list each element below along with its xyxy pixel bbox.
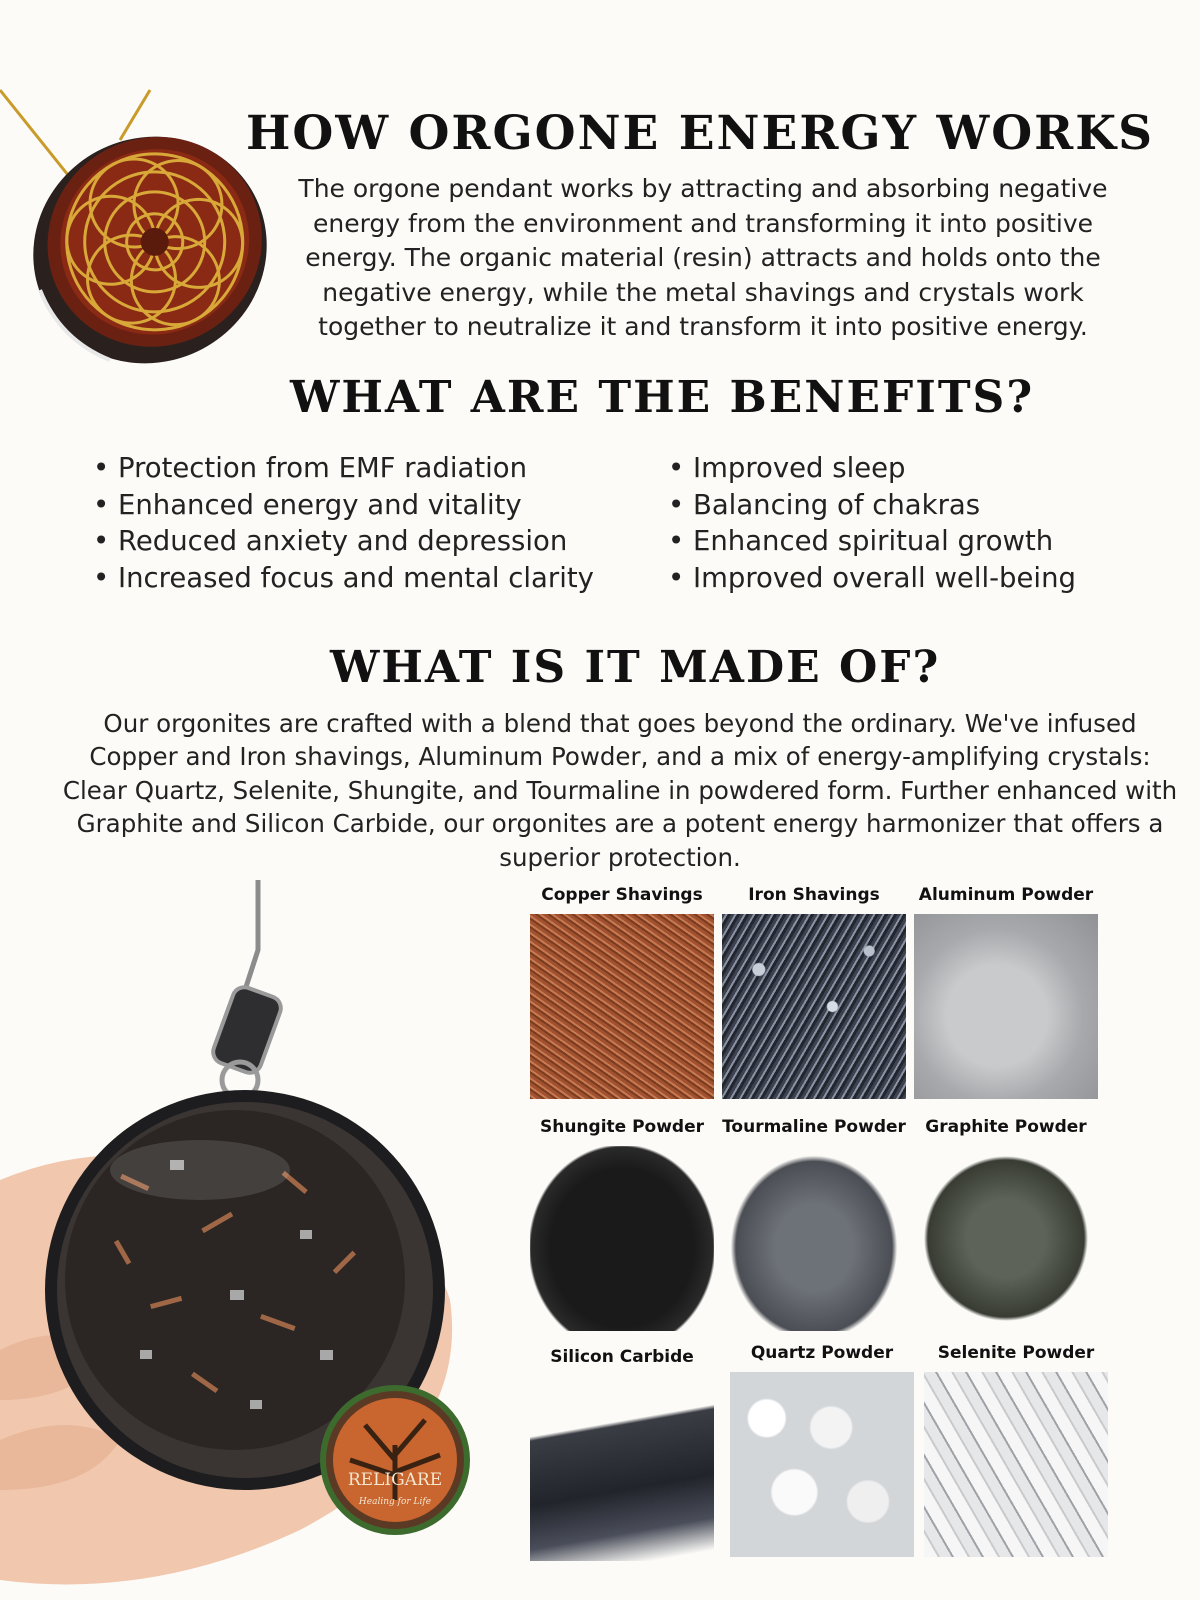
material-shungite-powder <box>530 1114 714 1331</box>
material-label: Shungite Powder <box>539 1117 705 1137</box>
list-item: • Improved overall well-being <box>668 560 1168 597</box>
material-graphite-powder <box>914 1114 1098 1331</box>
material-label: Selenite Powder <box>937 1343 1095 1363</box>
material-label: Graphite Powder <box>925 1117 1087 1137</box>
iron-shavings-image <box>722 914 906 1099</box>
material-label: Silicon Carbide <box>550 1347 694 1367</box>
title-made-of: WHAT IS IT MADE OF? <box>330 642 941 693</box>
benefits-list-left <box>93 450 633 596</box>
aluminum-powder-image <box>914 914 1098 1099</box>
list-item: • Improved sleep <box>668 450 1168 487</box>
graphite-powder-image <box>914 1146 1098 1331</box>
list-item: • Balancing of chakras <box>668 487 1168 524</box>
material-selenite-powder <box>924 1340 1108 1557</box>
logo-text: RELIGARE <box>347 1470 443 1490</box>
material-iron-shavings <box>722 882 906 1099</box>
title-benefits: WHAT ARE THE BENEFITS? <box>290 372 1035 423</box>
tourmaline-powder-image <box>722 1146 906 1331</box>
list-item: • Protection from EMF radiation <box>93 450 633 487</box>
material-label: Quartz Powder <box>750 1343 894 1363</box>
shungite-powder-image <box>530 1146 714 1331</box>
material-label: Copper Shavings <box>541 885 703 905</box>
made-of-text: Our orgonites are crafted with a blend that goes beyond the ordinary. We've infused Copper and Iron shavings, Aluminum Powder, and a mix of energy-amplifying crystals: Clear Quartz, Selenite, Shungite, and Tourmaline in powdered form. Further enhanced with Graphite and Silicon Carbide, our orgonites are a potent energy harmonizer that offers a superior protection. <box>62 709 1178 872</box>
list-item: • Reduced anxiety and depression <box>93 523 633 560</box>
copper-shavings-image <box>530 914 714 1099</box>
material-quartz-powder <box>730 1340 914 1557</box>
material-label: Aluminum Powder <box>918 885 1094 905</box>
bottom-pendant-image <box>0 880 500 1600</box>
logo-tagline: Healing for Life <box>358 1497 432 1507</box>
how-orgone-works-text: The orgone pendant works by attracting and absorbing negative energy from the environment and transforming it into positive energy. The organic material (resin) attracts and holds onto the negative energy, while the metal shavings and crystals work together to neutralize it and transform it into positive energy. <box>298 174 1108 341</box>
selenite-powder-image <box>924 1372 1108 1557</box>
material-aluminum-powder <box>914 882 1098 1099</box>
material-tourmaline-powder <box>722 1114 906 1331</box>
material-label: Tourmaline Powder <box>722 1117 906 1137</box>
list-item: • Increased focus and mental clarity <box>93 560 633 597</box>
material-silicon-carbide <box>530 1344 714 1561</box>
title-how-orgone-works: HOW ORGONE ENERGY WORKS <box>246 106 1155 161</box>
material-copper-shavings <box>530 882 714 1099</box>
silicon-carbide-image <box>530 1376 714 1561</box>
top-pendant-image <box>0 80 270 380</box>
benefits-list-right <box>668 450 1168 596</box>
material-label: Iron Shavings <box>748 885 880 905</box>
list-item: • Enhanced spiritual growth <box>668 523 1168 560</box>
quartz-powder-image <box>730 1372 914 1557</box>
list-item: • Enhanced energy and vitality <box>93 487 633 524</box>
